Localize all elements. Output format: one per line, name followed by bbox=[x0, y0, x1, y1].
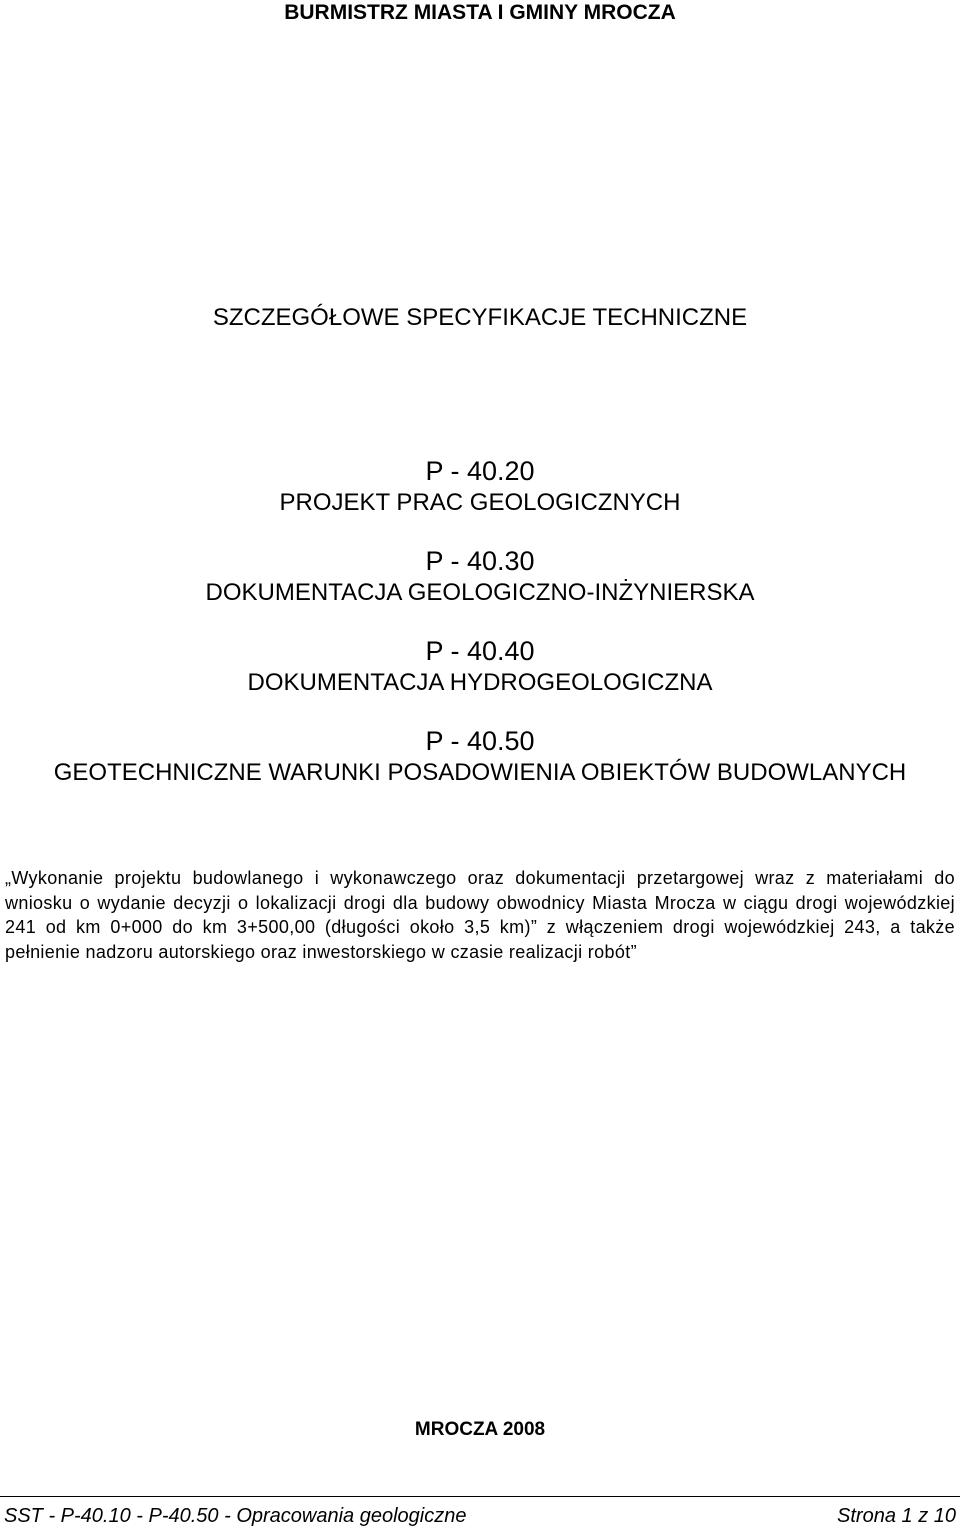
section-name: DOKUMENTACJA HYDROGEOLOGICZNA bbox=[247, 669, 713, 696]
section-list bbox=[0, 455, 960, 815]
section-item-40-50 bbox=[0, 725, 960, 789]
section-item-40-20 bbox=[0, 455, 960, 519]
section-code: P - 40.40 bbox=[425, 636, 535, 666]
section-item-40-40 bbox=[0, 635, 960, 699]
section-name: GEOTECHNICZNE WARUNKI POSADOWIENIA OBIEKTÓW BUDOWLANYCH bbox=[53, 759, 907, 786]
place-and-year: MROCZA 2008 bbox=[414, 1419, 546, 1440]
section-name: DOKUMENTACJA GEOLOGICZNO-INŻYNIERSKA bbox=[205, 579, 755, 606]
section-name: PROJEKT PRAC GEOLOGICZNYCH bbox=[279, 489, 681, 516]
document-issuer: BURMISTRZ MIASTA I GMINY MROCZA bbox=[284, 1, 676, 24]
project-description: „Wykonanie projektu budowlanego i wykonawczego oraz dokumentacji przetargowej wraz z materiałami do wniosku o wydanie decyzji o lokalizacji drogi dla budowy obwodnicy Miasta Mrocza w ciągu drogi wojewódzkiej 241 od km 0+000 do km 3+500,00 (długości około 3,5 km)” z włączeniem drogi wojewódzkiej 243, a także pełnienie nadzoru autorskiego oraz inwestorskiego w czasie realizacji robót” bbox=[5, 868, 955, 962]
section-code: P - 40.20 bbox=[425, 456, 535, 486]
section-code: P - 40.30 bbox=[425, 546, 535, 576]
footer-page-number: Strona 1 z 10 bbox=[837, 1505, 956, 1527]
section-code: P - 40.50 bbox=[425, 726, 535, 756]
document-title: SZCZEGÓŁOWE SPECYFIKACJE TECHNICZNE bbox=[212, 304, 748, 331]
section-item-40-30 bbox=[0, 545, 960, 609]
footer-document-reference: SST - P-40.10 - P-40.50 - Opracowania geologiczne bbox=[4, 1505, 467, 1527]
footer-divider bbox=[0, 1496, 960, 1497]
